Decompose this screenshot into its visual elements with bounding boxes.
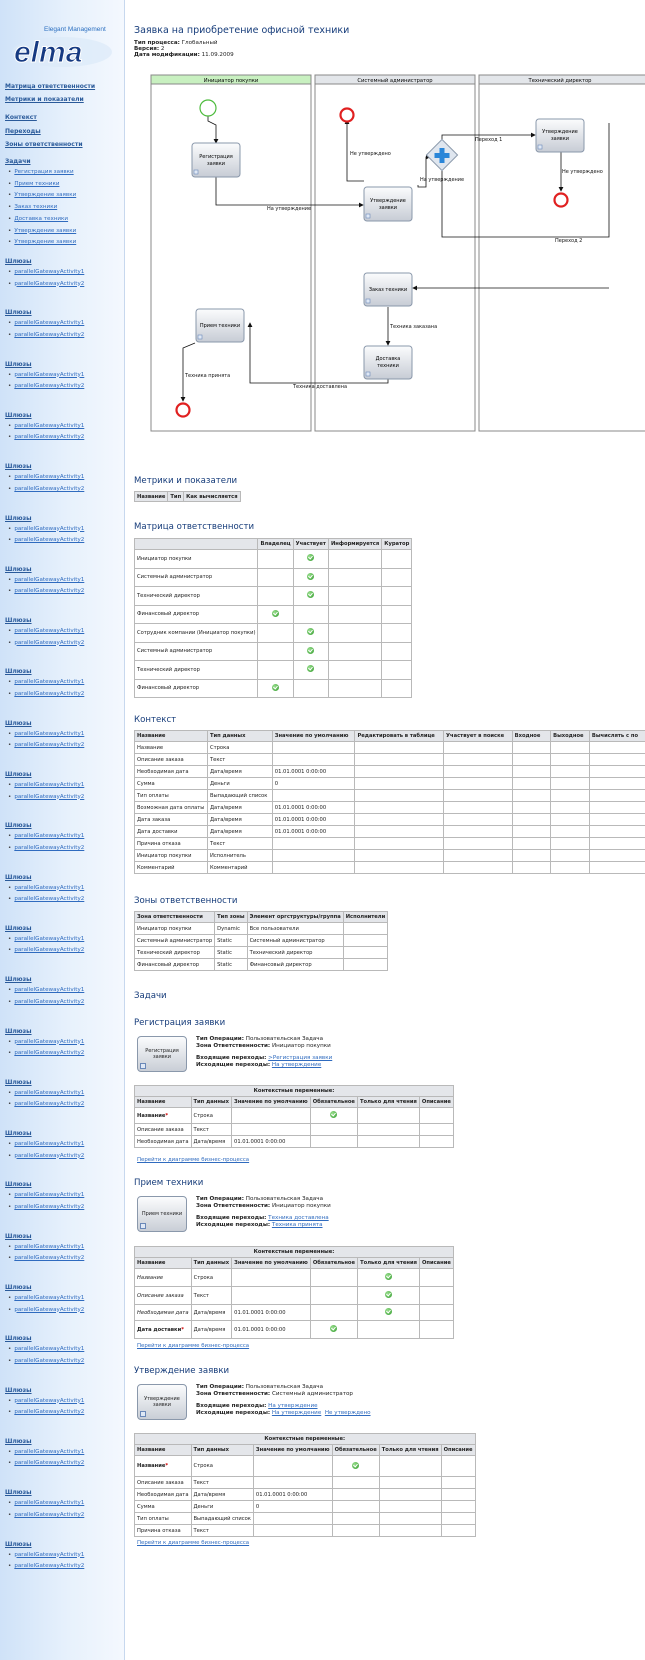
incoming-transition-link[interactable]: Техника доставлена bbox=[268, 1215, 329, 1221]
flow-delivered: Техника доставлена bbox=[293, 384, 348, 390]
flow-transition-2: Переход 2 bbox=[555, 238, 583, 244]
flow-ordered: Техника заказана bbox=[390, 324, 438, 330]
ctx-col-header: Только для чтения bbox=[379, 1445, 441, 1456]
sidebar-gateway-heading[interactable]: Шлюзы bbox=[5, 565, 32, 573]
logo-text: elma bbox=[14, 36, 83, 68]
metrics-col-header: Название bbox=[135, 492, 168, 502]
sidebar-gateway-item[interactable]: • parallelGatewayActivity1 bbox=[8, 885, 84, 891]
flow-not-approved-2: Не утверждено bbox=[562, 169, 603, 175]
task-context-table: Контекстные переменные: Название Тип данных Значение по умолчанию Обязательное Только для чтения Описание Название* Строка Описание заказа Текст Необходимая дата Дата/время 01.01.0001 0:00:00 bbox=[134, 1085, 454, 1148]
zones-col-header: Тип зоны bbox=[215, 912, 247, 923]
sidebar-task-item[interactable]: • Утверждение заявки bbox=[8, 228, 76, 234]
zones-row: Финансовый директор Static Финансовый директор bbox=[135, 959, 388, 971]
end-event-not-approved[interactable] bbox=[341, 109, 354, 122]
sidebar-gateway-heading[interactable]: Шлюзы bbox=[5, 617, 32, 625]
ctx-col-header: Тип данных bbox=[191, 1258, 232, 1269]
sidebar-link-2[interactable]: Контекст bbox=[5, 114, 37, 121]
sidebar-gateway-item[interactable]: • parallelGatewayActivity1 bbox=[8, 1295, 84, 1301]
sidebar-gateway-item[interactable]: • parallelGatewayActivity2 bbox=[8, 588, 84, 594]
page-title: Заявка на приобретение офисной техники bbox=[134, 25, 350, 36]
svg-text:Инициатор покупки: Инициатор покупки bbox=[203, 78, 259, 84]
matrix-row bbox=[135, 587, 412, 606]
start-event[interactable] bbox=[200, 100, 216, 116]
sidebar-task-item[interactable]: • Прием техники bbox=[8, 181, 59, 187]
matrix-col-header: Владелец bbox=[258, 539, 293, 550]
check-icon bbox=[272, 610, 279, 617]
context-col-header: Выходное bbox=[551, 731, 590, 742]
sidebar-gateway-item[interactable]: • parallelGatewayActivity1 bbox=[8, 833, 84, 839]
sidebar-task-item[interactable]: • Заказ техники bbox=[8, 204, 57, 210]
matrix-role: Системный администратор bbox=[135, 568, 258, 587]
sidebar-gateway-item[interactable]: • parallelGatewayActivity2 bbox=[8, 434, 84, 440]
sidebar-gateway-item[interactable]: • parallelGatewayActivity2 bbox=[8, 742, 84, 748]
sidebar bbox=[0, 0, 125, 1660]
context-col-header: Название bbox=[135, 731, 208, 742]
ctx-col-header: Тип данных bbox=[191, 1445, 253, 1456]
svg-text:Заказ техники: Заказ техники bbox=[368, 287, 408, 293]
sidebar-gateway-item[interactable]: • parallelGatewayActivity1 bbox=[8, 628, 84, 634]
context-col-header: Редактировать в таблице bbox=[355, 731, 444, 742]
ctx-row: Название Строка bbox=[135, 1269, 454, 1287]
ctx-col-header: Значение по умолчанию bbox=[232, 1258, 311, 1269]
task-approve-techdir[interactable] bbox=[536, 119, 584, 152]
ctx-col-header: Обязательное bbox=[310, 1258, 357, 1269]
sidebar-gateway-item[interactable]: • parallelGatewayActivity2 bbox=[8, 1101, 84, 1107]
sidebar-gateway-item[interactable]: • parallelGatewayActivity2 bbox=[8, 281, 84, 287]
context-title: Контекст bbox=[134, 715, 177, 725]
sidebar-gateway-item[interactable]: • parallelGatewayActivity2 bbox=[8, 537, 84, 543]
check-icon bbox=[385, 1291, 392, 1298]
sidebar-gateway-heading[interactable]: Шлюзы bbox=[5, 719, 32, 727]
flow-on-approval-2: На утверждение bbox=[420, 177, 465, 183]
matrix-col-header: Куратор bbox=[382, 539, 412, 550]
check-icon bbox=[307, 628, 314, 635]
ctx-col-header: Только для чтения bbox=[358, 1097, 420, 1108]
end-event-not-approved-td[interactable] bbox=[555, 194, 568, 207]
check-icon bbox=[330, 1325, 337, 1332]
tasks-title: Задачи bbox=[134, 991, 167, 1001]
sidebar-gateway-heading[interactable]: Шлюзы bbox=[5, 1078, 32, 1086]
context-row: Необходимая дата Дата/время 01.01.0001 0:00:00 bbox=[135, 766, 645, 778]
task-title: Прием техники bbox=[134, 1178, 204, 1188]
process-type: Тип процесса: Глобальный bbox=[134, 40, 218, 46]
matrix-row bbox=[135, 679, 412, 698]
context-row: Дата доставки Дата/время 01.01.0001 0:00:00 bbox=[135, 826, 645, 838]
sidebar-gateway-heading[interactable]: Шлюзы bbox=[5, 258, 32, 265]
sidebar-gateway-item[interactable]: • parallelGatewayActivity2 bbox=[8, 947, 84, 953]
svg-text:Регистрациязаявки: Регистрация заявки bbox=[199, 154, 233, 167]
check-icon bbox=[307, 554, 314, 561]
main-content bbox=[134, 0, 645, 1660]
matrix-col-header: Информируется bbox=[328, 539, 381, 550]
sidebar-gateway-item[interactable]: • parallelGatewayActivity1 bbox=[8, 1244, 84, 1250]
svg-text:Утверждениезаявки: Утверждение заявки bbox=[370, 198, 406, 211]
task-title: Утверждение заявки bbox=[134, 1366, 230, 1376]
sidebar-gateway-heading[interactable]: Шлюзы bbox=[5, 411, 32, 419]
ctx-col-header: Описание bbox=[419, 1097, 453, 1108]
sidebar-task-item[interactable]: • Утверждение заявки bbox=[8, 239, 76, 245]
sidebar-gateway-heading[interactable]: Шлюзы bbox=[5, 1232, 32, 1240]
svg-text:Прием техники: Прием техники bbox=[199, 323, 241, 329]
ctx-row: Название* Строка bbox=[135, 1456, 476, 1477]
sidebar-gateway-item[interactable]: • parallelGatewayActivity2 bbox=[8, 1204, 84, 1210]
sidebar-gateway-item[interactable]: • parallelGatewayActivity2 bbox=[8, 691, 84, 697]
check-icon bbox=[307, 591, 314, 598]
task-delivery[interactable] bbox=[364, 346, 412, 379]
context-row: Инициатор покупки Исполнитель bbox=[135, 850, 645, 862]
sidebar-gateway-item[interactable]: • parallelGatewayActivity2 bbox=[8, 640, 84, 646]
version: Версия: 2 bbox=[134, 46, 165, 52]
ctx-row: Название* Строка bbox=[135, 1108, 454, 1124]
sidebar-gateway-item[interactable]: • parallelGatewayActivity1 bbox=[8, 320, 84, 326]
ctx-row: Необходимая дата Дата/время 01.01.0001 0:00:00 bbox=[135, 1305, 454, 1321]
task-info: Тип Операции: Пользовательская Задача Зона Ответственности: Инициатор покупки Входящие переходы: >Регистрация заявки Исходящие переходы: На утверждение bbox=[196, 1036, 333, 1068]
sidebar-gateway-item[interactable]: • parallelGatewayActivity2 bbox=[8, 845, 84, 851]
metrics-title: Метрики и показатели bbox=[134, 476, 238, 486]
sidebar-gateway-item[interactable]: • parallelGatewayActivity1 bbox=[8, 1039, 84, 1045]
sidebar-gateway-heading[interactable]: Шлюзы bbox=[5, 771, 32, 778]
sidebar-gateway-heading[interactable]: Шлюзы bbox=[5, 360, 32, 368]
matrix-title: Матрица ответственности bbox=[134, 522, 255, 532]
matrix-row bbox=[135, 661, 412, 680]
metrics-table bbox=[134, 491, 241, 502]
svg-text:Системный администратор: Системный администратор bbox=[357, 78, 433, 84]
flow-on-approval-1: На утверждение bbox=[267, 206, 312, 212]
ctx-col-header: Значение по умолчанию bbox=[232, 1097, 311, 1108]
task-thumbnail[interactable]: Утверждение заявки bbox=[137, 1384, 187, 1420]
svg-text:Технический директор: Технический директор bbox=[528, 78, 592, 84]
sidebar-gateway-heading[interactable]: Шлюзы bbox=[5, 1437, 32, 1445]
sidebar-gateway-heading[interactable]: Шлюзы bbox=[5, 309, 32, 317]
sidebar-gateway-item[interactable]: • parallelGatewayActivity2 bbox=[8, 1153, 84, 1159]
sidebar-gateway-item[interactable]: • parallelGatewayActivity1 bbox=[8, 679, 84, 685]
sidebar-gateway-item[interactable]: • parallelGatewayActivity1 bbox=[8, 372, 84, 378]
matrix-role: Финансовый директор bbox=[135, 679, 258, 698]
sidebar-gateway-item[interactable]: • parallelGatewayActivity1 bbox=[8, 577, 84, 583]
matrix-row bbox=[135, 550, 412, 569]
task-title: Регистрация заявки bbox=[134, 1018, 226, 1028]
sidebar-gateway-item[interactable]: • parallelGatewayActivity1 bbox=[8, 423, 84, 429]
sidebar-gateway-item[interactable]: • parallelGatewayActivity1 bbox=[8, 936, 84, 942]
sidebar-link-3[interactable]: Переходы bbox=[5, 128, 41, 135]
sidebar-gateway-heading[interactable]: Шлюзы bbox=[5, 1181, 32, 1189]
responsibility-matrix bbox=[134, 538, 412, 698]
ctx-row: Тип оплаты Выпадающий список bbox=[135, 1513, 476, 1525]
ctx-col-header: Описание bbox=[441, 1445, 475, 1456]
sidebar-gateway-heading[interactable]: Шлюзы bbox=[5, 822, 32, 830]
sidebar-gateway-item[interactable]: • parallelGatewayActivity1 bbox=[8, 1500, 84, 1506]
sidebar-tasks-heading[interactable]: Задачи bbox=[5, 158, 31, 165]
context-col-header: Тип данных bbox=[207, 731, 272, 742]
sidebar-gateway-heading[interactable]: Шлюзы bbox=[5, 514, 32, 522]
sidebar-gateway-heading[interactable]: Шлюзы bbox=[5, 463, 32, 471]
sidebar-task-item[interactable]: • Регистрация заявки bbox=[8, 169, 74, 175]
ctx-col-header: Обязательное bbox=[310, 1097, 357, 1108]
sidebar-gateway-item[interactable]: • parallelGatewayActivity2 bbox=[8, 1460, 84, 1466]
sidebar-gateway-item[interactable]: • parallelGatewayActivity2 bbox=[8, 896, 84, 902]
sidebar-gateway-item[interactable]: • parallelGatewayActivity2 bbox=[8, 794, 84, 800]
ctx-row: Сумма Деньги 0 bbox=[135, 1501, 476, 1513]
context-row: Дата заказа Дата/время 01.01.0001 0:00:00 bbox=[135, 814, 645, 826]
outgoing-transition-link[interactable]: На утверждение bbox=[271, 1410, 322, 1416]
sidebar-gateway-heading[interactable]: Шлюзы bbox=[5, 924, 32, 932]
logo-tagline: Elegant Management bbox=[44, 26, 106, 33]
sidebar-gateway-item[interactable]: • parallelGatewayActivity1 bbox=[8, 1346, 84, 1352]
context-row: Сумма Деньги 0 bbox=[135, 778, 645, 790]
ctx-col-header: Название bbox=[135, 1097, 192, 1108]
sidebar-gateway-item[interactable]: • parallelGatewayActivity1 bbox=[8, 782, 84, 788]
sidebar-gateway-heading[interactable]: Шлюзы bbox=[5, 976, 32, 984]
sidebar-gateway-item[interactable]: • parallelGatewayActivity2 bbox=[8, 486, 84, 492]
flow-not-approved-1: Не утверждено bbox=[350, 151, 391, 157]
back-to-diagram-link[interactable]: Перейти к диаграмме бизнес-процесса bbox=[137, 1157, 250, 1163]
zones-row: Технический директор Static Технический директор bbox=[135, 947, 388, 959]
sidebar-link-1[interactable]: Метрики и показатели bbox=[5, 96, 84, 103]
task-info: Тип Операции: Пользовательская Задача Зона Ответственности: Инициатор покупки Входящие переходы: Техника доставлена Исходящие переходы: Техника принята bbox=[196, 1196, 331, 1228]
context-row: Описание заказа Текст bbox=[135, 754, 645, 766]
context-row: Причина отказа Текст bbox=[135, 838, 645, 850]
sidebar-gateway-item[interactable]: • parallelGatewayActivity1 bbox=[8, 269, 84, 275]
sidebar-gateway-item[interactable]: • parallelGatewayActivity1 bbox=[8, 1449, 84, 1455]
sidebar-gateway-item[interactable]: • parallelGatewayActivity2 bbox=[8, 1050, 84, 1056]
check-icon bbox=[385, 1273, 392, 1280]
sidebar-gateway-item[interactable]: • parallelGatewayActivity2 bbox=[8, 999, 84, 1005]
zones-title: Зоны ответственности bbox=[134, 896, 238, 906]
ctx-col-header: Только для чтения bbox=[358, 1258, 420, 1269]
sidebar-task-item[interactable]: • Доставка техники bbox=[8, 216, 68, 222]
matrix-role: Финансовый директор bbox=[135, 605, 258, 624]
context-table bbox=[134, 730, 645, 874]
process-diagram[interactable] bbox=[150, 73, 645, 433]
incoming-transition-link[interactable]: >Регистрация заявки bbox=[268, 1055, 333, 1061]
matrix-role: Сотрудник компании (Инициатор покупки) bbox=[135, 624, 258, 643]
sidebar-gateway-item[interactable]: • parallelGatewayActivity1 bbox=[8, 1090, 84, 1096]
task-context-table: Контекстные переменные: Название Тип данных Значение по умолчанию Обязательное Только для чтения Описание Название* Строка Описание заказа Текст Необходимая дата Дата/время 01.01.0001 0:00:00 Сумма Деньги 0 Тип оплаты Выпадающий список Причина отказа Текст bbox=[134, 1433, 476, 1537]
sidebar-gateway-item[interactable]: • parallelGatewayActivity2 bbox=[8, 383, 84, 389]
ctx-col-header: Тип данных bbox=[191, 1097, 232, 1108]
ctx-row: Необходимая дата Дата/время 01.01.0001 0:00:00 bbox=[135, 1489, 476, 1501]
ctx-col-header: Название bbox=[135, 1258, 192, 1269]
task-thumbnail[interactable]: Прием техники bbox=[137, 1196, 187, 1232]
context-col-header: Значение по умолчанию bbox=[272, 731, 355, 742]
zones-table bbox=[134, 911, 388, 971]
lane-initiator bbox=[151, 75, 311, 431]
matrix-role: Системный администратор bbox=[135, 642, 258, 661]
context-row: Тип оплаты Выпадающий список bbox=[135, 790, 645, 802]
task-register[interactable] bbox=[192, 143, 240, 177]
sidebar-gateway-heading[interactable]: Шлюзы bbox=[5, 1335, 32, 1343]
task-receive[interactable] bbox=[196, 309, 244, 342]
sidebar-gateway-item[interactable]: • parallelGatewayActivity1 bbox=[8, 987, 84, 993]
matrix-role: Технический директор bbox=[135, 587, 258, 606]
check-icon bbox=[307, 665, 314, 672]
sidebar-gateway-item[interactable]: • parallelGatewayActivity1 bbox=[8, 1141, 84, 1147]
check-icon bbox=[385, 1308, 392, 1315]
context-row: Название Строка bbox=[135, 742, 645, 754]
outgoing-transition-link[interactable]: На утверждение bbox=[271, 1062, 322, 1068]
outgoing-transition-link[interactable]: Не утверждено bbox=[324, 1410, 371, 1416]
outgoing-transition-link[interactable]: Техника принята bbox=[271, 1222, 323, 1228]
sidebar-gateway-item[interactable]: • parallelGatewayActivity2 bbox=[8, 332, 84, 338]
sidebar-gateway-item[interactable]: • parallelGatewayActivity1 bbox=[8, 474, 84, 480]
sidebar-gateway-heading[interactable]: Шлюзы bbox=[5, 1130, 32, 1138]
elma-logo[interactable] bbox=[10, 24, 114, 68]
ctx-row: Описание заказа Текст bbox=[135, 1287, 454, 1305]
svg-text:Утверждениезаявки: Утверждение заявки bbox=[542, 129, 578, 142]
modified-date: Дата модификации: 11.09.2009 bbox=[134, 52, 234, 58]
metrics-col-header: Как вычисляется bbox=[184, 492, 240, 502]
ctx-row: Описание заказа Текст bbox=[135, 1124, 454, 1136]
sidebar-gateway-heading[interactable]: Шлюзы bbox=[5, 1284, 32, 1291]
ctx-col-header: Название bbox=[135, 1445, 192, 1456]
zones-row: Инициатор покупки Dynamic Все пользователи bbox=[135, 923, 388, 935]
matrix-col-header: Участвует bbox=[293, 539, 328, 550]
sidebar-gateway-item[interactable]: • parallelGatewayActivity1 bbox=[8, 1552, 84, 1558]
task-context-table: Контекстные переменные: Название Тип данных Значение по умолчанию Обязательное Только для чтения Описание Название Строка Описание заказа Текст Необходимая дата Дата/время 01.01.0001 0:00:00 Дата доставки* Дата/время 01.01.0001 0:00:00 bbox=[134, 1246, 454, 1339]
sidebar-gateway-item[interactable]: • parallelGatewayActivity2 bbox=[8, 1409, 84, 1415]
check-icon bbox=[352, 1462, 359, 1469]
task-thumbnail[interactable]: Регистрация заявки bbox=[137, 1036, 187, 1072]
check-icon bbox=[330, 1111, 337, 1118]
matrix-row bbox=[135, 624, 412, 643]
sidebar-gateway-heading[interactable]: Шлюзы bbox=[5, 873, 32, 881]
matrix-role: Инициатор покупки bbox=[135, 550, 258, 569]
check-icon bbox=[307, 647, 314, 654]
sidebar-gateway-item[interactable]: • parallelGatewayActivity1 bbox=[8, 526, 84, 532]
end-event-accepted[interactable] bbox=[177, 404, 190, 417]
flow-transition-1: Переход 1 bbox=[475, 137, 503, 143]
ctx-row: Дата доставки* Дата/время 01.01.0001 0:00:00 bbox=[135, 1321, 454, 1339]
sidebar-gateway-item[interactable]: • parallelGatewayActivity2 bbox=[8, 1307, 84, 1313]
sidebar-link-4[interactable]: Зоны ответственности bbox=[5, 141, 83, 148]
back-to-diagram-link[interactable]: Перейти к диаграмме бизнес-процесса bbox=[137, 1540, 250, 1546]
zones-col-header: Исполнители bbox=[343, 912, 388, 923]
context-row: Возможная дата оплаты Дата/время 01.01.0001 0:00:00 bbox=[135, 802, 645, 814]
sidebar-gateway-heading[interactable]: Шлюзы bbox=[5, 1489, 32, 1497]
check-icon bbox=[272, 684, 279, 691]
sidebar-gateway-item[interactable]: • parallelGatewayActivity1 bbox=[8, 1192, 84, 1198]
context-row: Комментарий Комментарий bbox=[135, 862, 645, 874]
sidebar-gateway-heading[interactable]: Шлюзы bbox=[5, 1540, 32, 1548]
sidebar-gateway-heading[interactable]: Шлюзы bbox=[5, 668, 32, 676]
context-col-header: Участвует в поиске bbox=[444, 731, 513, 742]
ctx-col-header: Обязательное bbox=[332, 1445, 379, 1456]
ctx-row: Описание заказа Текст bbox=[135, 1477, 476, 1489]
sidebar-gateway-heading[interactable]: Шлюзы bbox=[5, 1027, 32, 1035]
check-icon bbox=[307, 573, 314, 580]
sidebar-link-0[interactable]: Матрица ответственности bbox=[5, 83, 96, 90]
back-to-diagram-link[interactable]: Перейти к диаграмме бизнес-процесса bbox=[137, 1343, 250, 1349]
zones-col-header: Элемент оргструктуры/группа bbox=[247, 912, 343, 923]
zones-col-header: Зона ответственности bbox=[135, 912, 215, 923]
sidebar-gateway-item[interactable]: • parallelGatewayActivity2 bbox=[8, 1563, 84, 1569]
matrix-row bbox=[135, 568, 412, 587]
sidebar-gateway-heading[interactable]: Шлюзы bbox=[5, 1386, 32, 1394]
ctx-row: Причина отказа Текст bbox=[135, 1525, 476, 1537]
context-col-header: Входное bbox=[512, 731, 550, 742]
sidebar-gateway-item[interactable]: • parallelGatewayActivity2 bbox=[8, 1512, 84, 1518]
sidebar-gateway-item[interactable]: • parallelGatewayActivity1 bbox=[8, 1398, 84, 1404]
sidebar-gateway-item[interactable]: • parallelGatewayActivity2 bbox=[8, 1255, 84, 1261]
svg-text:Доставкатехники: Доставка техники bbox=[375, 356, 401, 369]
incoming-transition-link[interactable]: На утверждение bbox=[268, 1403, 318, 1409]
metrics-col-header: Тип bbox=[168, 492, 184, 502]
task-info: Тип Операции: Пользовательская Задача Зона Ответственности: Системный администратор Входящие переходы: На утверждение Исходящие переходы: На утверждение Не утверждено bbox=[196, 1384, 371, 1416]
matrix-row bbox=[135, 642, 412, 661]
task-approve-sysadmin[interactable] bbox=[364, 187, 412, 221]
task-order[interactable] bbox=[364, 273, 412, 306]
matrix-col-header bbox=[135, 539, 258, 550]
ctx-col-header: Значение по умолчанию bbox=[253, 1445, 332, 1456]
zones-row: Системный администратор Static Системный администратор bbox=[135, 935, 388, 947]
sidebar-gateway-item[interactable]: • parallelGatewayActivity1 bbox=[8, 731, 84, 737]
context-col-header: Вычислять с по bbox=[589, 731, 645, 742]
ctx-col-header: Описание bbox=[419, 1258, 453, 1269]
ctx-row: Необходимая дата Дата/время 01.01.0001 0:00:00 bbox=[135, 1136, 454, 1148]
flow-accepted: Техника принята bbox=[185, 373, 231, 379]
sidebar-gateway-item[interactable]: • parallelGatewayActivity2 bbox=[8, 1358, 84, 1364]
matrix-row bbox=[135, 605, 412, 624]
sidebar-task-item[interactable]: • Утверждение заявки bbox=[8, 192, 76, 198]
matrix-role: Технический директор bbox=[135, 661, 258, 680]
